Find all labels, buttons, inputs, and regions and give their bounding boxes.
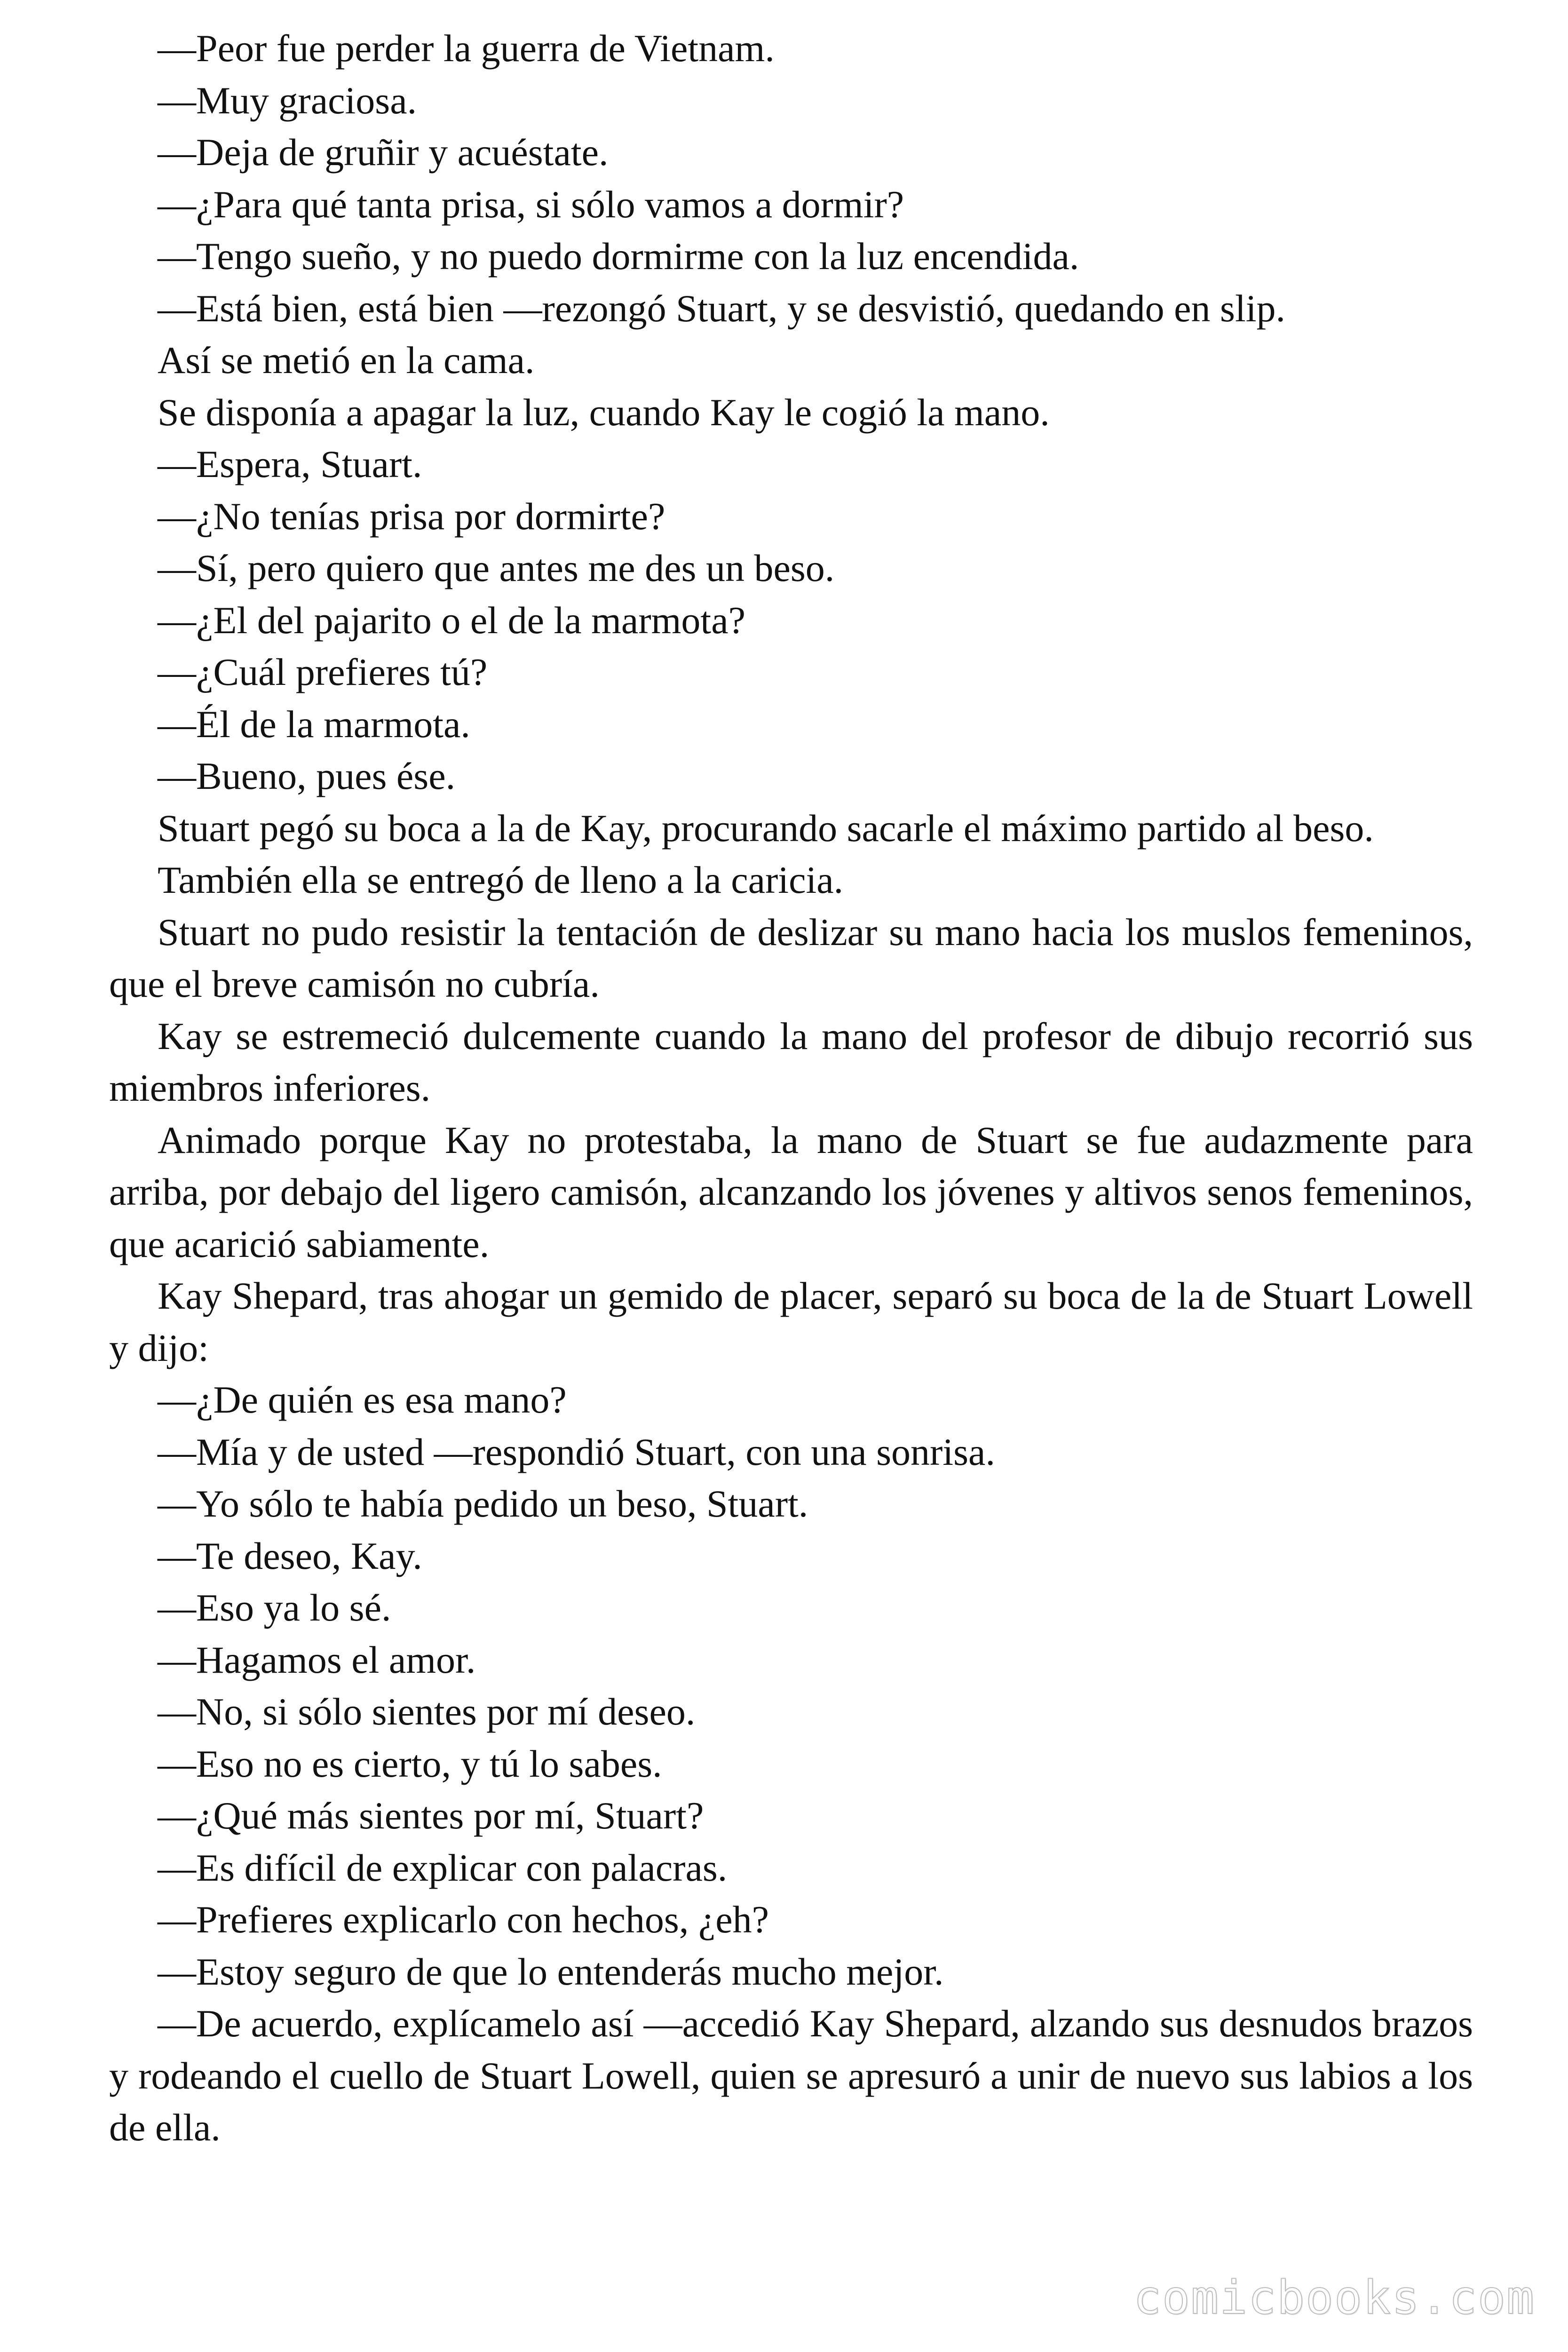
paragraph: —Es difícil de explicar con palacras.	[158, 1846, 728, 1889]
paragraph: —Eso no es cierto, y tú lo sabes.	[158, 1742, 662, 1785]
page-body-text	[109, 23, 1473, 2154]
paragraph: —¿Para qué tanta prisa, si sólo vamos a dormir?	[158, 183, 904, 226]
paragraph: —Yo sólo te había pedido un beso, Stuart.	[158, 1482, 808, 1525]
paragraph: —¿El del pajarito o el de la marmota?	[158, 598, 745, 642]
paragraph: Animado porque Kay no protestaba, la mano de Stuart se fue audazmente para arriba, por debajo del ligero camisón, alcanzando los jóvenes y altivos senos femeninos, que acarició sabiamente.	[109, 1118, 1473, 1265]
paragraph: Kay Shepard, tras ahogar un gemido de placer, separó su boca de la de Stuart Lowell y dijo:	[109, 1274, 1473, 1369]
paragraph: —Está bien, está bien —rezongó Stuart, y se desvistió, quedando en slip.	[158, 286, 1286, 330]
paragraph: —¿Cuál prefieres tú?	[158, 651, 488, 693]
paragraph: También ella se entregó de lleno a la caricia.	[158, 858, 844, 901]
watermark: comicbooks.com	[1133, 2271, 1535, 2325]
paragraph: —Te deseo, Kay.	[158, 1534, 422, 1577]
paragraph: —Eso ya lo sé.	[158, 1586, 391, 1629]
paragraph: —Él de la marmota.	[158, 702, 470, 746]
paragraph: —Deja de gruñir y acuéstate.	[158, 131, 609, 174]
paragraph: —Espera, Stuart.	[158, 443, 422, 485]
paragraph: —Bueno, pues ése.	[158, 755, 456, 797]
paragraph: Así se metió en la cama.	[158, 339, 535, 381]
paragraph: —Prefieres explicarlo con hechos, ¿eh?	[158, 1898, 769, 1941]
paragraph: —Peor fue perder la guerra de Vietnam.	[158, 27, 775, 70]
paragraph: Kay se estremeció dulcemente cuando la mano del profesor de dibujo recorrió sus miembros inferiores.	[109, 1014, 1473, 1109]
paragraph: Se disponía a apagar la luz, cuando Kay le cogió la mano.	[158, 390, 1050, 434]
paragraph: Stuart pegó su boca a la de Kay, procurando sacarle el máximo partido al beso.	[158, 806, 1374, 850]
paragraph: —Sí, pero quiero que antes me des un beso.	[158, 547, 835, 589]
paragraph: —¿Qué más sientes por mí, Stuart?	[158, 1794, 704, 1837]
paragraph: —De acuerdo, explícamelo así —accedió Kay Shepard, alzando sus desnudos brazos y rodeando el cuello de Stuart Lowell, quien se apresuró a unir de nuevo sus labios a los de ella.	[109, 2002, 1473, 2149]
paragraph: —Estoy seguro de que lo entenderás mucho mejor.	[158, 1950, 944, 1993]
paragraph: —Tengo sueño, y no puedo dormirme con la luz encendida.	[158, 235, 1079, 278]
paragraph: Stuart no pudo resistir la tentación de deslizar su mano hacia los muslos femeninos, que el breve camisón no cubría.	[109, 910, 1473, 1005]
paragraph: —¿No tenías prisa por dormirte?	[158, 494, 665, 538]
paragraph: —No, si sólo sientes por mí deseo.	[158, 1690, 696, 1733]
paragraph: —¿De quién es esa mano?	[158, 1378, 567, 1421]
paragraph: —Muy graciosa.	[158, 79, 417, 122]
paragraph: —Hagamos el amor.	[158, 1638, 476, 1681]
paragraph: —Mía y de usted —respondió Stuart, con una sonrisa.	[158, 1430, 995, 1473]
